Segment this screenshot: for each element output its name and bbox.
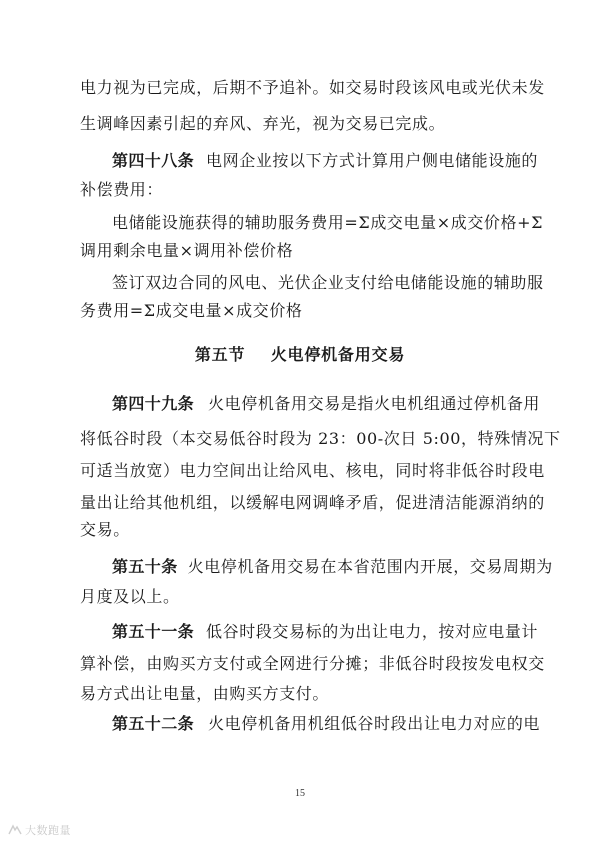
- article-49: [112, 394, 541, 414]
- article-48-text-cont: 补偿费用：: [80, 180, 164, 199]
- article-49-text-cont: 将低谷时段（本交易低谷时段为 23：00-次日 5:00，特殊情况下: [80, 429, 561, 448]
- article-49-label: 第四十九条: [112, 394, 195, 413]
- article-50-text: 火电停机备用交易在本省范围内开展，交易周期为: [187, 557, 553, 576]
- article-51-label: 第五十一条: [112, 622, 195, 641]
- article-49-text-cont: 交易。: [80, 520, 130, 539]
- article-51-text-cont: 易方式出让电量，由购买方支付。: [80, 684, 330, 703]
- article-50: [112, 557, 553, 577]
- formula-1-line-1: 电储能设施获得的辅助服务费用=Σ成交电量×成交价格+Σ: [112, 213, 544, 232]
- article-48-text: 电网企业按以下方式计算用户侧电储能设施的: [206, 151, 539, 170]
- formula-2-line-2: 务费用=Σ成交电量×成交价格: [80, 301, 303, 320]
- section-title: 第五节 火电停机备用交易: [194, 345, 406, 364]
- article-52: [112, 714, 541, 734]
- article-48: [112, 151, 539, 171]
- article-49-text: 火电停机备用交易是指火电机组通过停机备用: [208, 394, 541, 413]
- article-51-text-cont: 算补偿，由购买方支付或全网进行分摊；非低谷时段按发电权交: [80, 654, 545, 673]
- article-48-label: 第四十八条: [112, 151, 195, 170]
- article-49-text-cont: 量出让给其他机组，以缓解电网调峰矛盾，促进清洁能源消纳的: [80, 493, 545, 512]
- formula-1-line-2: 调用剩余电量×调用补偿价格: [80, 241, 294, 260]
- page-number: 15: [295, 788, 305, 799]
- article-52-text: 火电停机备用机组低谷时段出让电力对应的电: [208, 714, 541, 733]
- watermark: [8, 822, 71, 838]
- watermark-logo-icon: [8, 824, 22, 836]
- text-line: 电力视为已完成，后期不予追补。如交易时段该风电或光伏未发: [80, 78, 545, 97]
- watermark-text: 大数跑量: [25, 824, 71, 837]
- article-51-text: 低谷时段交易标的为出让电力，按对应电量计: [206, 622, 539, 641]
- text-line: 生调峰因素引起的弃风、弃光，视为交易已完成。: [80, 114, 446, 133]
- formula-2-line-1: 签订双边合同的风电、光伏企业支付给电储能设施的辅助服: [112, 273, 544, 292]
- article-51: [112, 622, 539, 642]
- article-49-text-cont: 可适当放宽）电力空间出让给风电、核电，同时将非低谷时段电: [80, 461, 545, 480]
- article-50-text-cont: 月度及以上。: [80, 587, 180, 606]
- article-50-label: 第五十条: [112, 557, 178, 576]
- article-52-label: 第五十二条: [112, 714, 195, 733]
